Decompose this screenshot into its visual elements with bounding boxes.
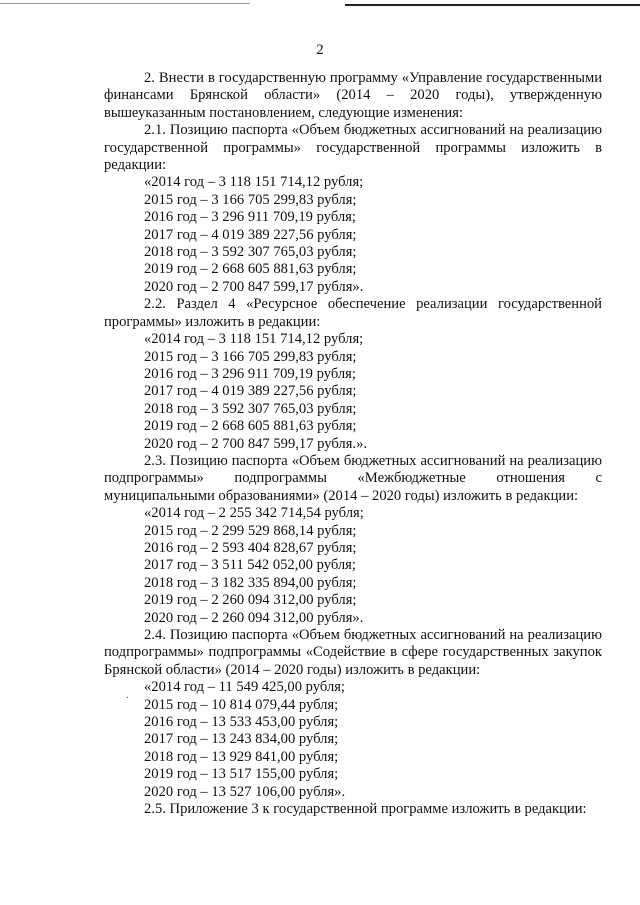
paragraph-2-1: 2.1. Позицию паспорта «Объем бюджетных ассигнований на реализацию государственной программы» государственной программы изложить в редакции: (104, 122, 602, 174)
header-rule-thick (345, 4, 640, 6)
amount-line: 2018 год – 13 929 841,00 рубля; (144, 748, 339, 765)
paragraph-2-4: 2.4. Позицию паспорта «Объем бюджетных ассигнований на реализацию подпрограммы» подпрограммы «Содействие в сфере государственных закупок Брянской области» (2014 – 2020 годы) изложить в редакции: (104, 627, 602, 678)
header-rule-thin (0, 3, 250, 4)
amount-line: 2020 год – 2 700 847 599,17 рубля.». (144, 435, 368, 452)
amount-line: 2019 год – 13 517 155,00 рубля; (144, 766, 339, 783)
amount-line: 2017 год – 4 019 389 227,56 рубля; (144, 383, 357, 400)
amount-line: 2019 год – 2 668 605 881,63 рубля; (144, 261, 357, 278)
amount-line: 2020 год – 13 527 106,00 рубля». (144, 783, 346, 800)
paragraph-2-3: 2.3. Позицию паспорта «Объем бюджетных ассигнований на реализацию подпрограммы» подпрограммы «Межбюджетные отношения с муниципальными образованиями» (2014 – 2020 годы) изложить в редакции: (104, 452, 602, 504)
amount-line: 2019 год – 2 668 605 881,63 рубля; (144, 418, 357, 435)
amount-line: «2014 год – 3 118 151 714,12 рубля; (144, 174, 364, 191)
paragraph-2-2: 2.2. Раздел 4 «Ресурсное обеспечение реализации государственной программы» изложить в редакции: (104, 296, 602, 330)
amount-line: 2015 год – 10 814 079,44 рубля; (144, 696, 339, 713)
page-number: 2 (316, 42, 324, 58)
amount-line: 2017 год – 13 243 834,00 рубля; (144, 731, 339, 748)
amount-line: «2014 год – 11 549 425,00 рубля; (144, 679, 345, 696)
amount-line: 2016 год – 3 296 911 709,19 рубля; (144, 365, 356, 382)
amount-line: 2017 год – 3 511 542 052,00 рубля; (144, 557, 356, 574)
amount-line: 2019 год – 2 260 094 312,00 рубля; (144, 592, 357, 609)
amount-line: 2018 год – 3 182 335 894,00 рубля; (144, 574, 357, 591)
paragraph-2-5: 2.5. Приложение 3 к государственной программе изложить в редакции: (144, 801, 587, 818)
amount-line: 2016 год – 2 593 404 828,67 рубля; (144, 539, 357, 556)
amount-line: 2017 год – 4 019 389 227,56 рубля; (144, 226, 357, 243)
amounts-list-2-2 (104, 331, 602, 453)
amount-line: 2018 год – 3 592 307 765,03 рубля; (144, 400, 357, 417)
amount-line: 2016 год – 13 533 453,00 рубля; (144, 714, 339, 731)
amount-line: 2020 год – 2 260 094 312,00 рубля». (144, 609, 364, 626)
amount-line: 2015 год – 3 166 705 299,83 рубля; (144, 191, 357, 208)
amount-line: 2016 год – 3 296 911 709,19 рубля; (144, 209, 356, 226)
amount-line: 2015 год – 2 299 529 868,14 рубля; (144, 522, 357, 539)
amount-line: 2015 год – 3 166 705 299,83 рубля; (144, 348, 357, 365)
amounts-list-2-4 (104, 679, 602, 801)
paragraph-2: 2. Внести в государственную программу «Управление государственными финансами Брянской области» (2014 – 2020 годы), утвержденную вышеуказанным постановлением, следующие изменения: (104, 70, 602, 121)
amount-line: 2020 год – 2 700 847 599,17 рубля». (144, 278, 364, 295)
amounts-list-2-3 (104, 505, 602, 627)
scan-speck: . (126, 690, 129, 701)
amount-line: «2014 год – 2 255 342 714,54 рубля; (144, 505, 364, 522)
document-body (104, 70, 602, 818)
amount-line: «2014 год – 3 118 151 714,12 рубля; (144, 331, 364, 348)
amount-line: 2018 год – 3 592 307 765,03 рубля; (144, 244, 357, 261)
amounts-list-2-1 (104, 174, 602, 296)
